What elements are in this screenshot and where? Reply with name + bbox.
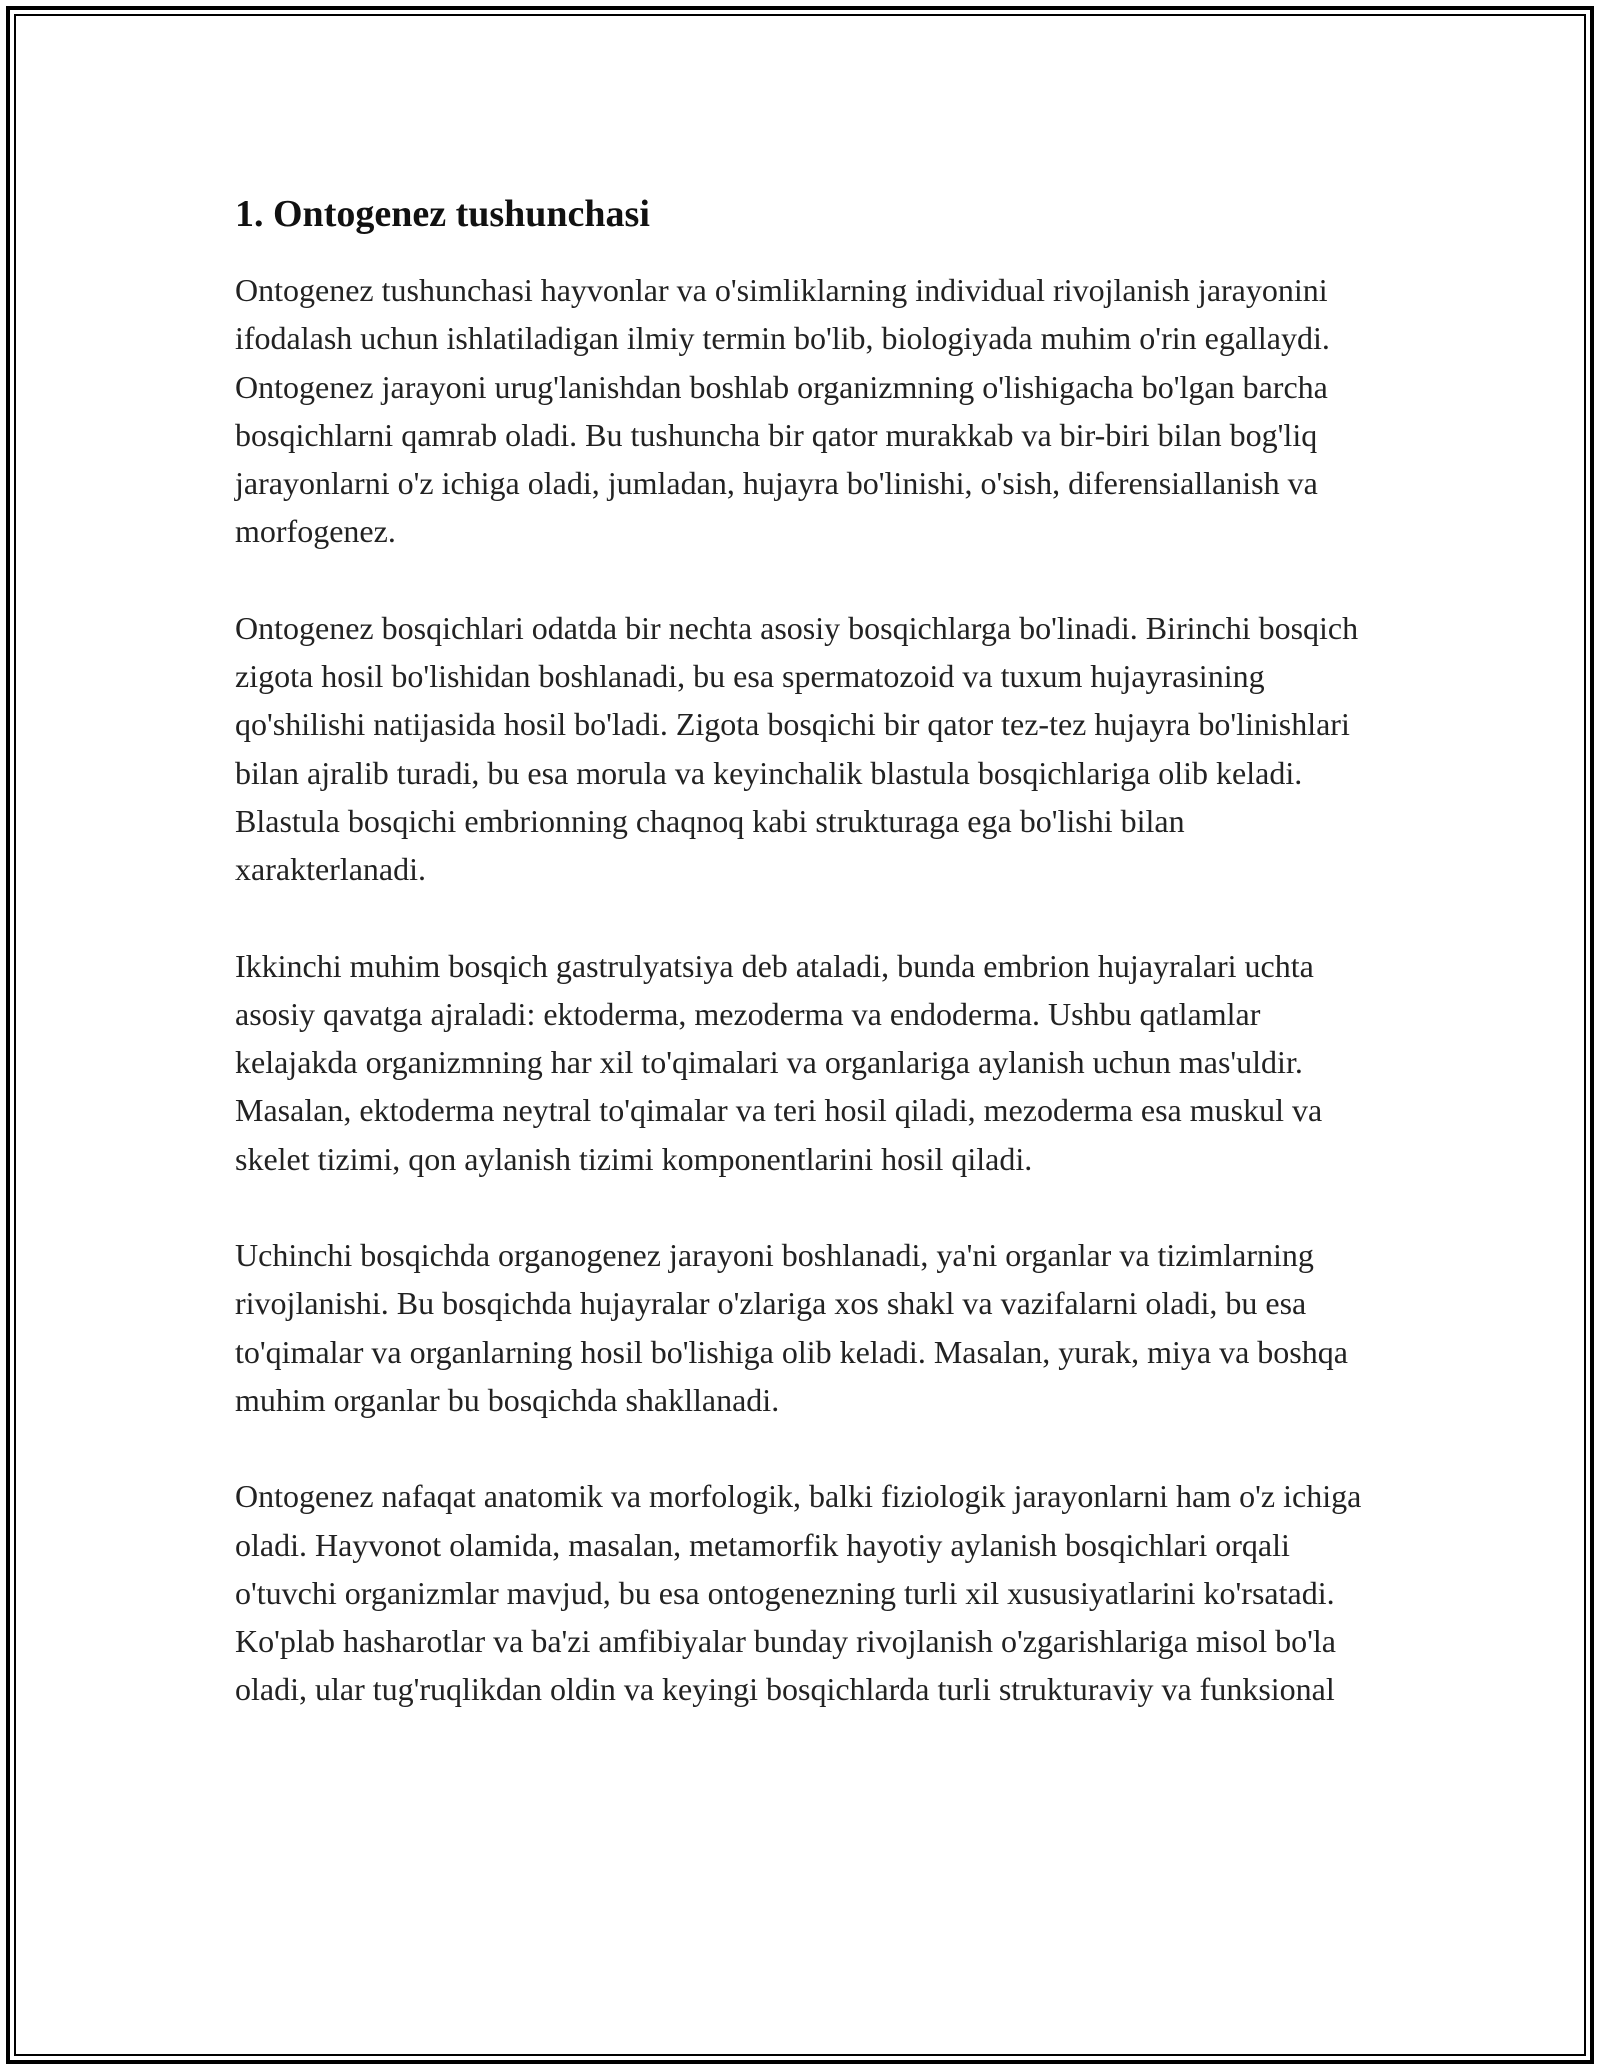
paragraph-1: Ontogenez tushunchasi hayvonlar va o'simliklarning individual rivojlanish jarayonini ifodalash uchun ishlatiladigan ilmiy termin bo'lib, biologiyada muhim o'rin egallaydi. Ontogenez jarayoni urug'lanishdan boshlab organizmning o'lishigacha bo'lgan barcha bosqichlarni qamrab oladi. Bu tushuncha bir qator murakkab va bir-biri bilan bog'liq jarayonlarni o'z ichiga oladi, jumladan, hujayra bo'linishi, o'sish, diferensiallanish va morfogenez. — [235, 272, 1330, 550]
paragraph-3: Ikkinchi muhim bosqich gastrulyatsiya deb ataladi, bunda embrion hujayralari uchta asosiy qavatga ajraladi: ektoderma, mezoderma va endoderma. Ushbu qatlamlar kelajakda organizmning har xil to'qimalari va organlariga aylanish uchun mas'uldir. Masalan, ektoderma neytral to'qimalar va teri hosil qiladi, mezoderma esa muskul va skelet tizimi, qon aylanish tizimi komponentlarini hosil qiladi. — [235, 947, 1323, 1177]
document-body — [235, 188, 1365, 1762]
paragraph-5: Ontogenez nafaqat anatomik va morfologik, balki fiziologik jarayonlarni ham o'z ichiga oladi. Hayvonot olamida, masalan, metamorfik hayotiy aylanish bosqichlari orqali o'tuvchi organizmlar mavjud, bu esa ontogenezning turli xil xususiyatlarini ko'rsatadi. Ko'plab hasharotlar va ba'zi amfibiyalar bunday rivojlanish o'zgarishlariga misol bo'la oladi, ular tug'ruqlikdan oldin va keyingi bosqichlarda turli strukturaviy va funksional — [235, 1478, 1362, 1708]
paragraph-4: Uchinchi bosqichda organogenez jarayoni boshlanadi, ya'ni organlar va tizimlarning rivojlanishi. Bu bosqichda hujayralar o'zlariga xos shakl va vazifalarni oladi, bu esa to'qimalar va organlarning hosil bo'lishiga olib keladi. Masalan, yurak, miya va boshqa muhim organlar bu bosqichda shakllanadi. — [235, 1237, 1348, 1418]
section-heading: 1. Ontogenez tushunchasi — [235, 193, 650, 235]
paragraph-2: Ontogenez bosqichlari odatda bir nechta asosiy bosqichlarga bo'linadi. Birinchi bosqich zigota hosil bo'lishidan boshlanadi, bu esa spermatozoid va tuxum hujayrasining qo'shilishi natijasida hosil bo'ladi. Zigota bosqichi bir qator tez-tez hujayra bo'linishlari bilan ajralib turadi, bu esa morula va keyinchalik blastula bosqichlariga olib keladi. Blastula bosqichi embrionning chaqnoq kabi strukturaga ega bo'lishi bilan xarakterlanadi. — [235, 609, 1359, 888]
